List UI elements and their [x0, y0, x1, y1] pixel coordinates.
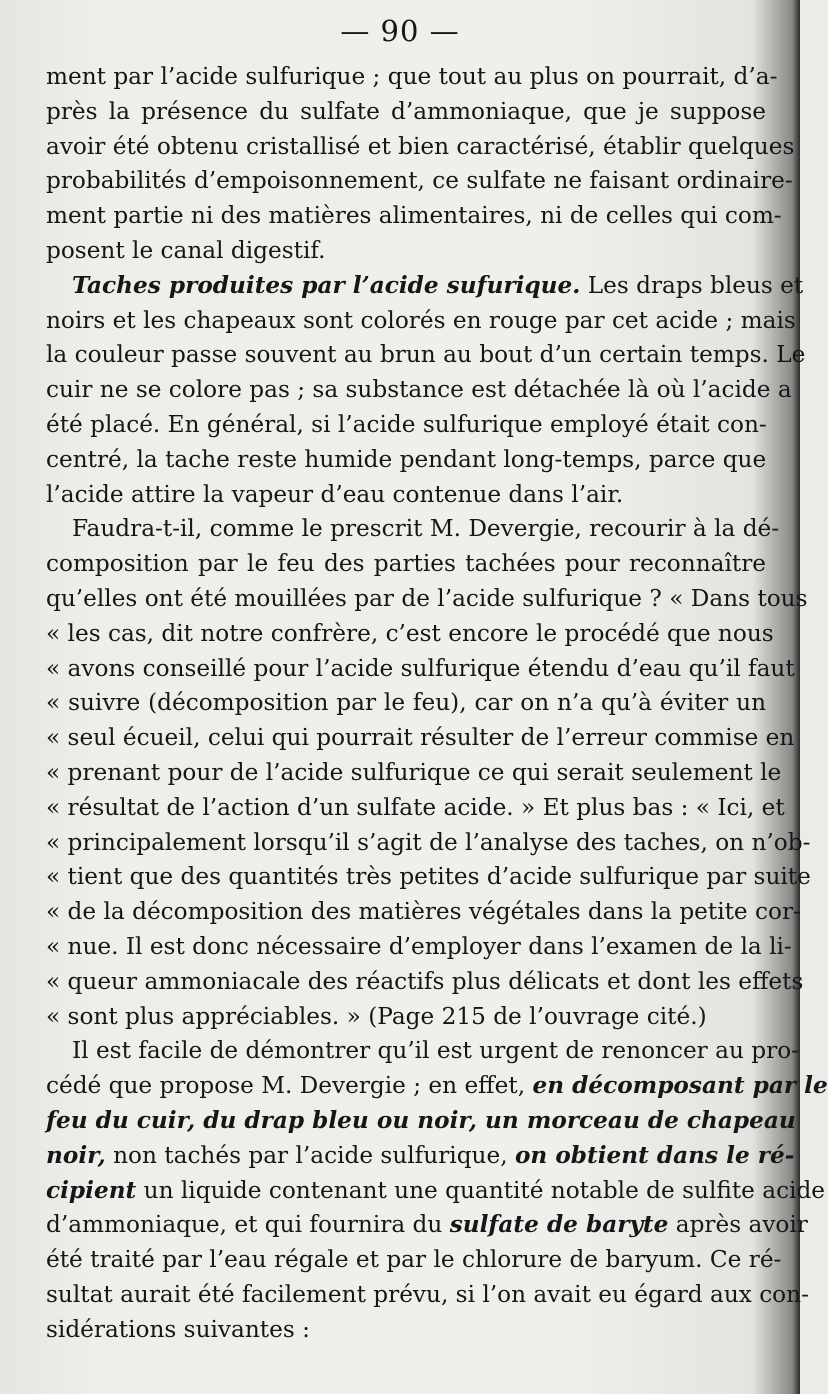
text-run: composition par le feu des parties tachées pour reconnaître — [46, 550, 766, 578]
italic-text: feu du cuir, du drap bleu ou noir, un morceau de chapeau — [46, 1106, 796, 1134]
text-run: posent le canal digestif. — [46, 236, 326, 264]
text-line — [46, 234, 766, 269]
text-line — [46, 930, 792, 965]
text-line — [46, 1208, 808, 1243]
text-run: probabilités d’empoisonnement, ce sulfate ne faisant ordinaire- — [46, 167, 793, 195]
text-run: Il est facile de démontrer qu’il est urgent de renoncer au pro- — [72, 1037, 799, 1065]
text-run: Les draps bleus et — [580, 271, 804, 299]
text-line — [46, 443, 766, 478]
text-run: « avons conseillé pour l’acide sulfurique étendu d’eau qu’il faut — [46, 654, 795, 682]
text-run: avoir été obtenu cristallisé et bien caractérisé, établir quelques — [46, 132, 795, 160]
text-run: « suivre (décomposition par le feu), car on n’a qu’à éviter un — [46, 689, 766, 717]
text-line — [46, 1313, 766, 1348]
text-line — [46, 1174, 826, 1209]
text-line — [46, 408, 766, 443]
text-run: « prenant pour de l’acide sulfurique ce qui serait seulement le — [46, 758, 782, 786]
text-line — [46, 304, 796, 339]
text-line — [46, 1278, 809, 1313]
text-run: « résultat de l’action d’un sulfate acide. » Et plus bas : « Ici, et — [46, 793, 785, 821]
text-line — [46, 130, 795, 165]
text-line — [46, 338, 806, 373]
text-line — [46, 95, 766, 130]
text-line — [46, 269, 804, 304]
text-line — [46, 686, 766, 721]
text-run: noirs et les chapeaux sont colorés en rouge par cet acide ; mais — [46, 306, 796, 334]
text-line — [46, 512, 780, 547]
text-run: « seul écueil, celui qui pourrait résulter de l’erreur commise en — [46, 724, 795, 752]
text-run: la couleur passe souvent au brun au bout d’un certain temps. Le — [46, 341, 806, 369]
text-line — [46, 547, 766, 582]
italic-text: cipient — [46, 1176, 137, 1204]
text-line — [46, 1139, 795, 1174]
text-run: près la présence du sulfate d’ammoniaque, que je suppose — [46, 97, 766, 125]
text-run: d’ammoniaque, et qui fournira du — [46, 1211, 450, 1239]
text-run: « de la décomposition des matières végétales dans la petite cor- — [46, 898, 801, 926]
text-line — [46, 617, 774, 652]
text-run: cédé que propose M. Devergie ; en effet, — [46, 1072, 533, 1100]
text-line — [46, 860, 811, 895]
text-line — [46, 478, 766, 513]
text-run: cuir ne se colore pas ; sa substance est détachée là où l’acide a — [46, 376, 792, 404]
text-run: non tachés par l’acide sulfurique, — [105, 1141, 515, 1169]
italic-text: en décomposant par le — [532, 1072, 828, 1100]
text-line — [46, 756, 782, 791]
text-run: centré, la tache reste humide pendant long-temps, parce que — [46, 445, 767, 473]
text-line — [46, 965, 804, 1000]
text-line — [46, 373, 792, 408]
page-number: — 90 — — [340, 14, 460, 48]
text-run: sultat aurait été facilement prévu, si l’on avait eu égard aux con- — [46, 1280, 809, 1308]
italic-text: Taches produites par l’acide sufurique. — [72, 271, 581, 299]
text-line — [46, 1243, 782, 1278]
italic-text: noir, — [46, 1141, 106, 1169]
text-run: été placé. En général, si l’acide sulfurique employé était con- — [46, 410, 767, 438]
text-run: ment par l’acide sulfurique ; que tout au plus on pourrait, d’a- — [46, 63, 778, 90]
text-line — [46, 721, 795, 756]
text-run: « principalement lorsqu’il s’agit de l’analyse des taches, on n’ob- — [46, 828, 811, 856]
text-line — [46, 1034, 799, 1069]
text-run: qu’elles ont été mouillées par de l’acide sulfurique ? « Dans tous — [46, 584, 808, 612]
text-line — [46, 199, 782, 234]
text-line — [46, 582, 808, 617]
text-run: « les cas, dit notre confrère, c’est encore le procédé que nous — [46, 619, 774, 647]
text-run: « tient que des quantités très petites d’acide sulfurique par suite — [46, 863, 811, 891]
body-text — [46, 60, 828, 1347]
text-line — [46, 895, 801, 930]
text-run: ment partie ni des matières alimentaires, ni de celles qui com- — [46, 202, 782, 230]
text-run: Faudra-t-il, comme le prescrit M. Devergie, recourir à la dé- — [72, 515, 780, 543]
text-run: un liquide contenant une quantité notable de sulfite acide — [136, 1176, 826, 1204]
text-run: après avoir — [668, 1211, 808, 1239]
text-line — [46, 164, 793, 199]
text-line — [46, 791, 785, 826]
text-run: « nue. Il est donc nécessaire d’employer dans l’examen de la li- — [46, 932, 792, 960]
text-line — [46, 1104, 796, 1139]
italic-text: sulfate de baryte — [449, 1211, 669, 1239]
text-line — [46, 652, 795, 687]
text-run: sidérations suivantes : — [46, 1315, 310, 1343]
text-run: « sont plus appréciables. » (Page 215 de l’ouvrage cité.) — [46, 1002, 707, 1030]
text-line — [46, 826, 811, 861]
text-line — [46, 1000, 766, 1035]
text-line — [46, 60, 778, 95]
text-run: l’acide attire la vapeur d’eau contenue dans l’air. — [46, 480, 624, 508]
text-run: été traité par l’eau régale et par le chlorure de baryum. Ce ré- — [46, 1246, 782, 1274]
text-run: « queur ammoniacale des réactifs plus délicats et dont les effets — [46, 967, 804, 995]
text-line — [46, 1069, 828, 1104]
italic-text: on obtient dans le ré- — [514, 1141, 795, 1169]
